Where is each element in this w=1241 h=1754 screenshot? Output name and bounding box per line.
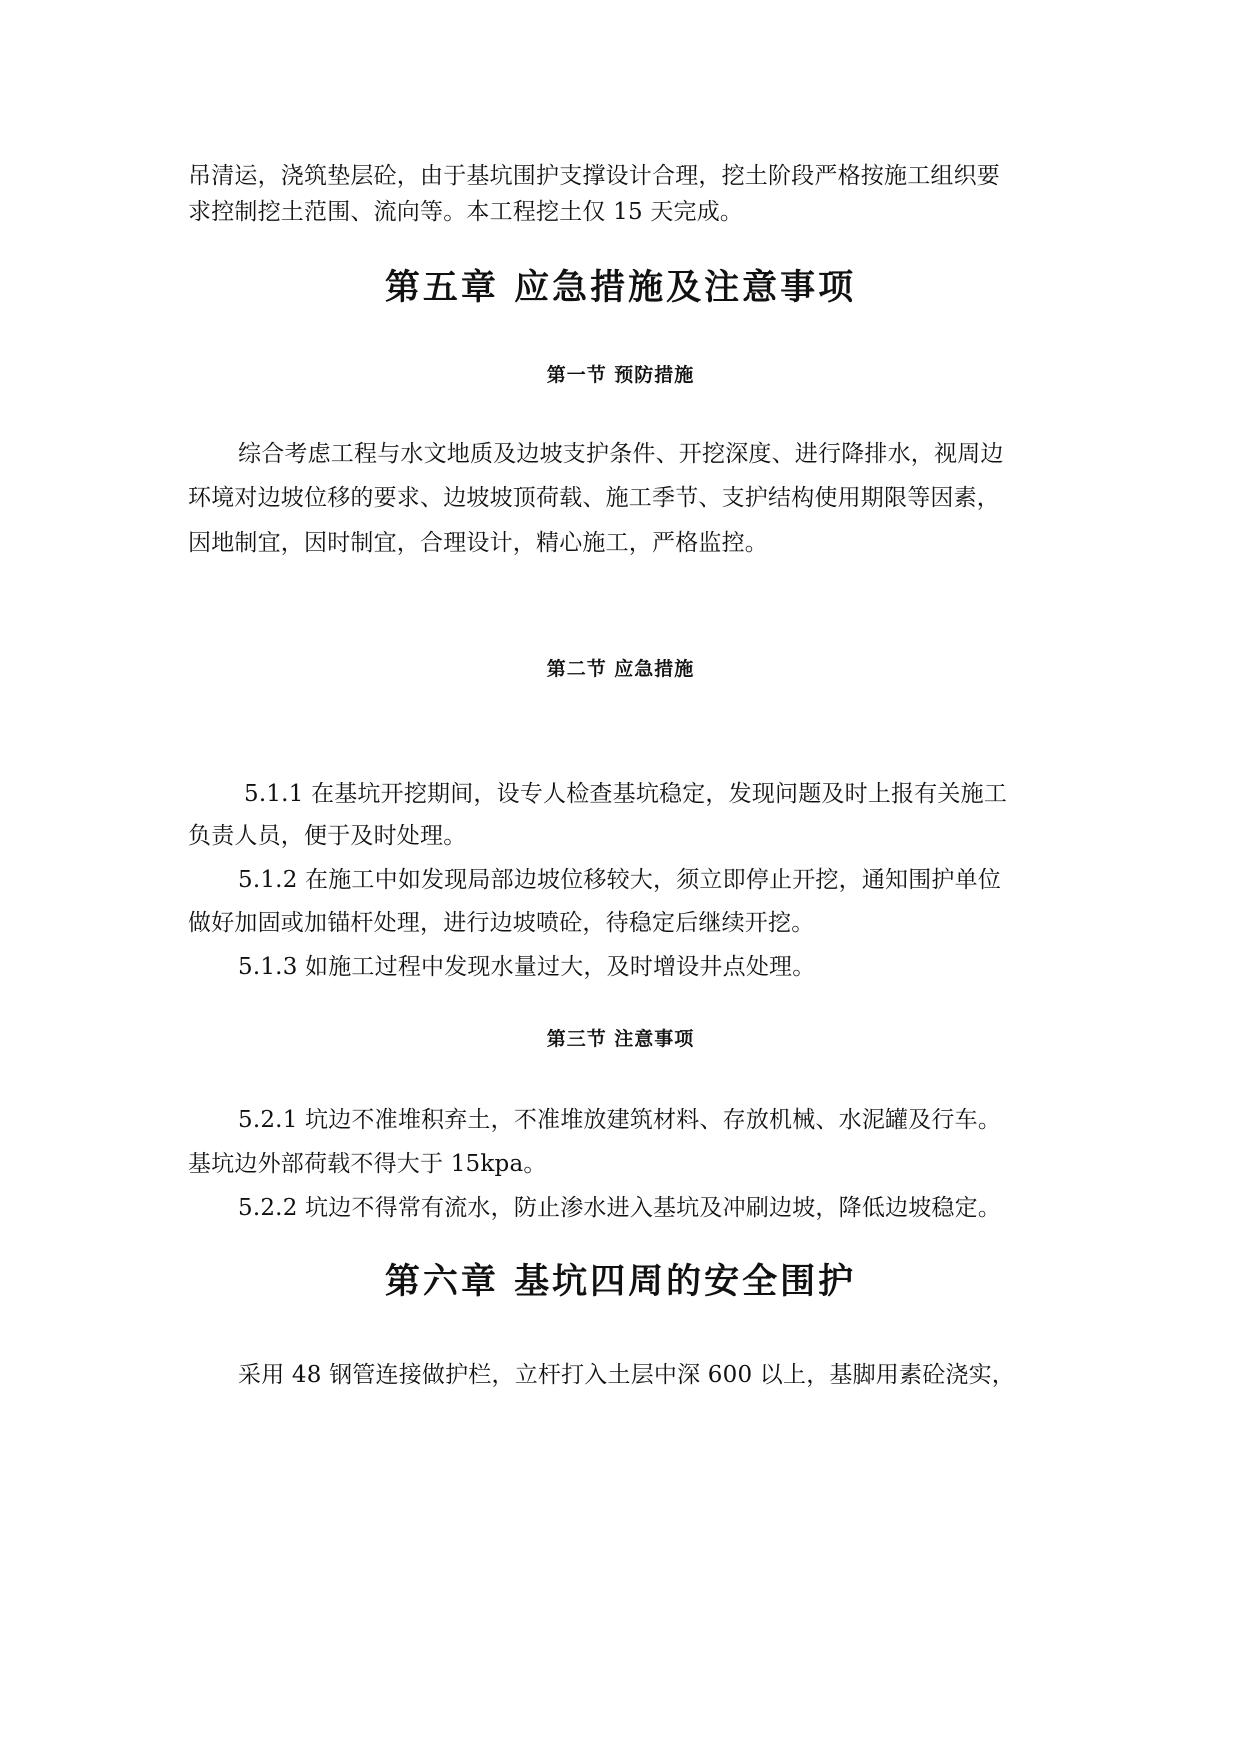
section-1-para-line-2: 环境对边坡位移的要求、边坡坡顶荷载、施工季节、支护结构使用期限等因素， [188,485,1000,511]
section-1-para-line-3: 因地制宜，因时制宜，合理设计，精心施工，严格监控。 [188,530,768,556]
item-5-1-2-line-2: 做好加固或加锚杆处理，进行边坡喷砼，待稳定后继续开挖。 [188,910,815,936]
item-5-1-2-line-1: 5.1.2 在施工中如发现局部边坡位移较大，须立即停止开挖，通知围护单位 [238,867,1002,893]
chapter-6-title: 第六章 基坑四周的安全围护 [384,1262,857,1302]
section-1-para-line-1: 综合考虑工程与水文地质及边坡支护条件、开挖深度、进行降排水，视周边 [238,441,1004,467]
item-5-1-1-line-1: 5.1.1 在基坑开挖期间，设专人检查基坑稳定，发现问题及时上报有关施工 [244,781,1008,807]
item-5-1-1-line-2: 负责人员，便于及时处理。 [188,823,467,849]
item-5-1-3-line-1: 5.1.3 如施工过程中发现水量过大，及时增设井点处理。 [238,954,816,980]
section-3-title: 第三节 注意事项 [546,1028,695,1050]
continuation-line-1: 吊清运，浇筑垫层砼，由于基坑围护支撑设计合理，挖土阶段严格按施工组织要 [188,163,1000,189]
item-5-2-1-line-1: 5.2.1 坑边不准堆积弃土，不准堆放建筑材料、存放机械、水泥罐及行车。 [238,1107,1002,1133]
chapter-5-title: 第五章 应急措施及注意事项 [384,268,857,308]
section-2-title: 第二节 应急措施 [546,658,695,680]
continuation-line-2: 求控制挖土范围、流向等。本工程挖土仅 15 天完成。 [188,199,744,225]
item-5-2-1-line-2: 基坑边外部荷载不得大于 15kpa。 [188,1151,547,1177]
chapter-6-para-line-1: 采用 48 钢管连接做护栏，立杆打入土层中深 600 以上，基脚用素砼浇实， [238,1362,1016,1388]
section-1-title: 第一节 预防措施 [546,364,695,386]
item-5-2-2-line-1: 5.2.2 坑边不得常有流水，防止渗水进入基坑及冲刷边坡，降低边坡稳定。 [238,1195,1002,1221]
